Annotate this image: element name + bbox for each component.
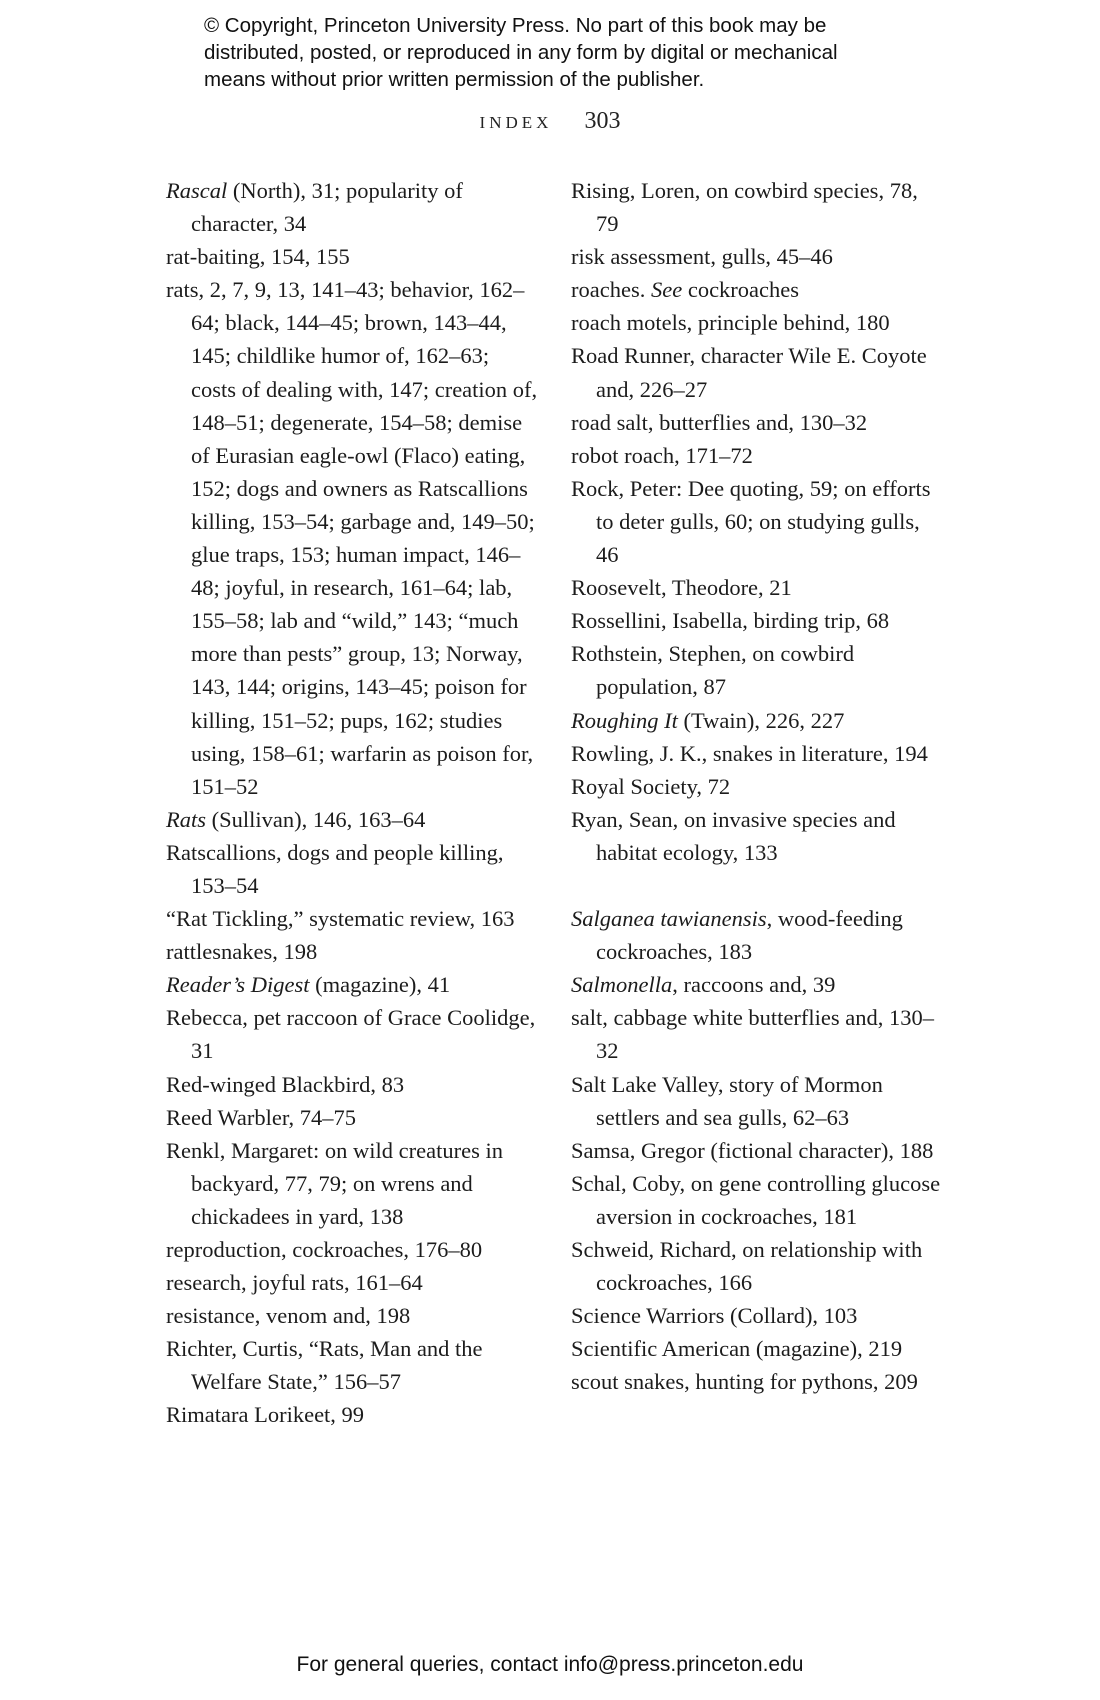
index-entry: Renkl, Margaret: on wild creatures in backyard, 77, 79; on wrens and chickadees in yard, 138 [166,1137,503,1229]
index-entry: Rock, Peter: Dee quoting, 59; on efforts to deter gulls, 60; on studying gulls, 46 [571,475,931,568]
index-entry: Rats (Sullivan), 146, 163–64 [166,806,426,832]
index-entry: Richter, Curtis, “Rats, Man and the Welfare State,” 156–57 [166,1336,483,1395]
index-entry: Rebecca, pet raccoon of Grace Coolidge, 31 [166,1005,536,1064]
index-entry: Ryan, Sean, on invasive species and habitat ecology, 133 [571,806,896,865]
index-entry: Schal, Coby, on gene controlling glucose aversion in cockroaches, 181 [571,1170,941,1229]
index-entry: Salmonella, raccoons and, 39 [571,972,836,998]
index-entry: Rascal (North), 31; popularity of character, 34 [166,178,463,237]
index-entry: Roughing It (Twain), 226, 227 [571,707,845,733]
index-entry: roach motels, principle behind, 180 [571,310,890,336]
index-entry: robot roach, 171–72 [571,442,753,468]
index-entry: Rising, Loren, on cowbird species, 78, 79 [571,178,918,237]
index-entry: roaches. See cockroaches [571,277,800,303]
index-entry: Salganea tawianensis, wood-feeding cockroaches, 183 [571,906,903,965]
index-entry: salt, cabbage white butterflies and, 130–32 [571,1005,935,1064]
page-number: 303 [584,108,621,134]
index-entry: Rothstein, Stephen, on cowbird population, 87 [571,641,855,700]
index-column-left [166,174,538,1432]
index-entry: Rossellini, Isabella, birding trip, 68 [571,608,890,634]
index-entry: Ratscallions, dogs and people killing, 153–54 [166,839,504,898]
index-entry: rat-baiting, 154, 155 [166,244,350,270]
copyright-line: means without prior written permission of the publisher. [204,68,705,91]
index-entry: Rowling, J. K., snakes in literature, 194 [571,740,928,766]
copyright-line: © Copyright, Princeton University Press. No part of this book may be [204,14,827,37]
index-entry: rats, 2, 7, 9, 13, 141–43; behavior, 162–64; black, 144–45; brown, 143–44, 145; childlike humor of, 162–63; costs of dealing with, 147; creation of, 148–51; degenerate, 154–58; demise of Eurasian eagle-owl (Flaco) eating, 152; dogs and owners as Ratscallions killing, 153–54; garbage and, 149–50; glue traps, 153; human impact, 146–48; joyful, in research, 161–64; lab, 155–58; lab and “wild,” 143; “much more than pests” group, 13; Norway, 143, 144; origins, 143–45; poison for killing, 151–52; pups, 162; studies using, 158–61; warfarin as poison for, 151–52 [166,277,538,799]
index-entry: Roosevelt, Theodore, 21 [571,575,792,601]
index-entry: “Rat Tickling,” systematic review, 163 [166,906,515,932]
index-entry: Reader’s Digest (magazine), 41 [166,972,451,998]
index-entry: Royal Society, 72 [571,773,731,799]
running-head [0,108,1100,135]
index-entry: Samsa, Gregor (fictional character), 188 [571,1137,934,1163]
index-column-right [571,174,943,1398]
index-entry: Salt Lake Valley, story of Mormon settlers and sea gulls, 62–63 [571,1071,883,1130]
index-entry: Road Runner, character Wile E. Coyote and, 226–27 [571,343,927,402]
index-entry: scout snakes, hunting for pythons, 209 [571,1369,918,1395]
index-entry: resistance, venom and, 198 [166,1303,411,1329]
running-head-label: INDEX [479,113,553,132]
index-entry: Reed Warbler, 74–75 [166,1104,356,1130]
index-entry: Schweid, Richard, on relationship with cockroaches, 166 [571,1237,923,1296]
index-entry: Red-winged Blackbird, 83 [166,1071,405,1097]
footer-contact: For general queries, contact info@press.princeton.edu [296,1653,804,1676]
index-entry: risk assessment, gulls, 45–46 [571,244,833,270]
index-entry: Rimatara Lorikeet, 99 [166,1402,365,1428]
index-entry: research, joyful rats, 161–64 [166,1270,423,1296]
index-entry: reproduction, cockroaches, 176–80 [166,1237,483,1262]
index-entry: Scientific American (magazine), 219 [571,1336,903,1362]
copyright-notice [204,12,924,93]
index-entry: road salt, butterflies and, 130–32 [571,409,868,435]
copyright-line: distributed, posted, or reproduced in any form by digital or mechanical [204,41,838,64]
index-entry: Science Warriors (Collard), 103 [571,1303,858,1329]
index-entry: rattlesnakes, 198 [166,939,318,965]
